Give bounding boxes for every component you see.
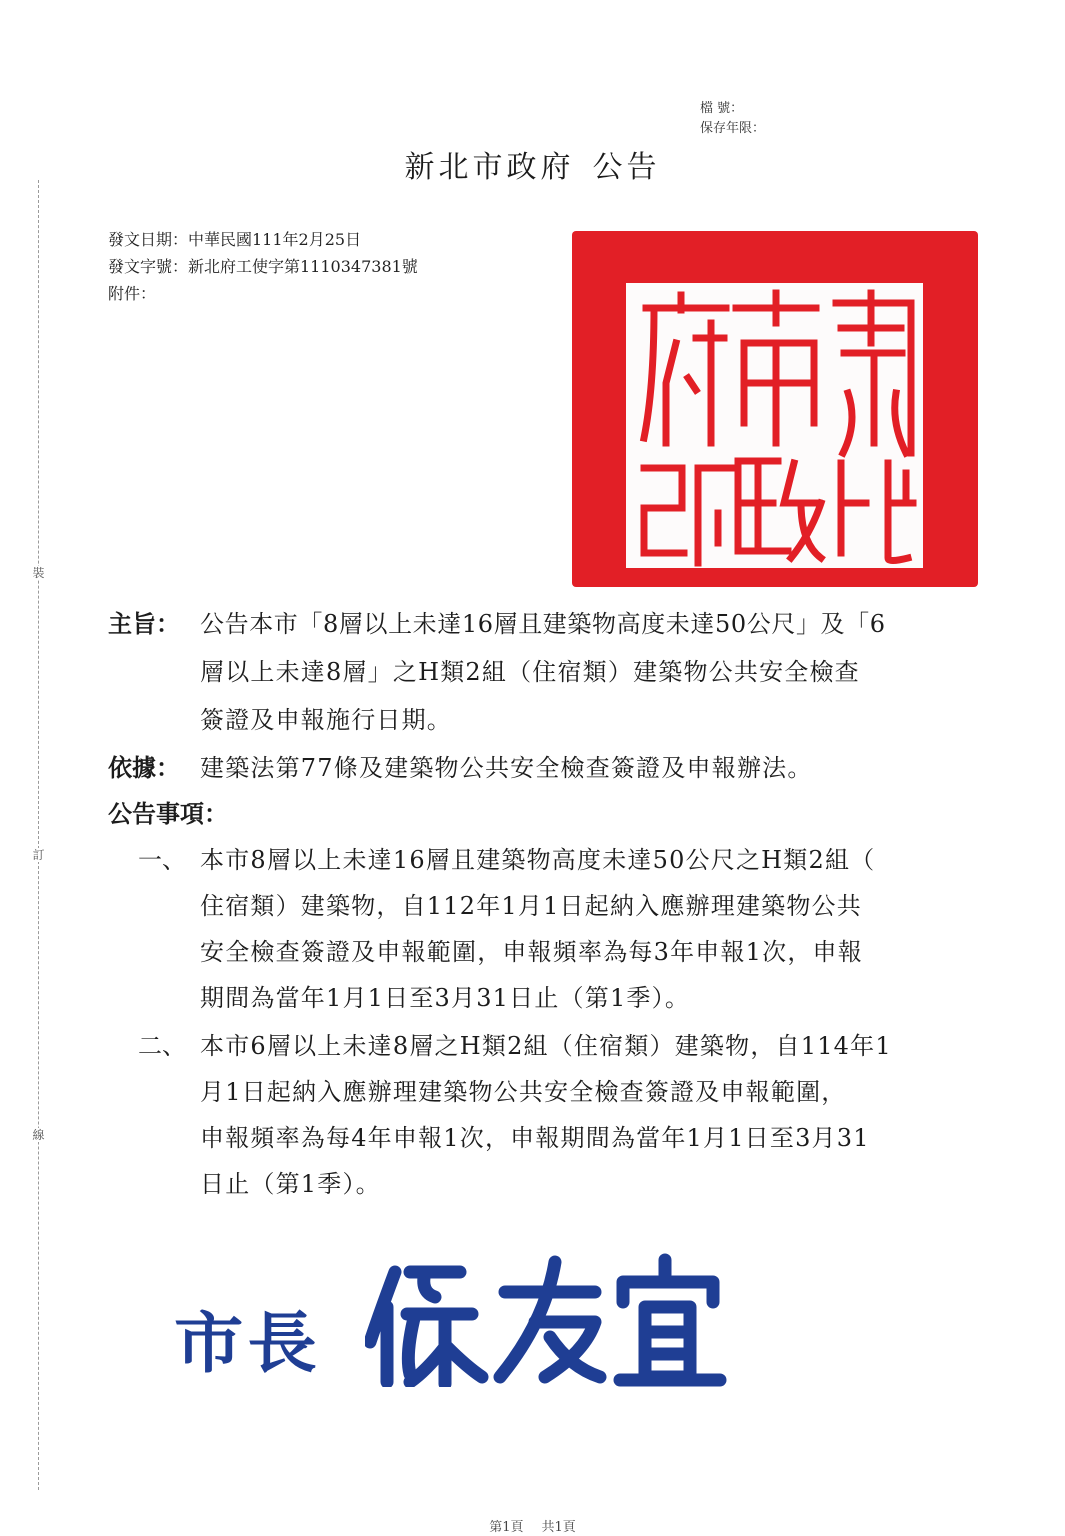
subject-line: 簽證及申報施行日期。 [200, 706, 452, 734]
item-line: 日止（第1季）。 [200, 1170, 381, 1198]
item-line: 住宿類）建築物，自112年1月1日起納入應辦理建築物公共 [200, 892, 862, 920]
document-meta [108, 226, 418, 307]
announcement-label: 公告事項： [108, 799, 228, 828]
title-org: 新北市政府 [404, 150, 575, 185]
subject-line: 層以上未達8層」之H類2組（住宿類）建築物公共安全檢查 [200, 658, 860, 686]
subject-label: 主旨： [108, 609, 180, 638]
page-total: 共1頁 [541, 1520, 576, 1535]
file-number-label: 檔 號： [700, 101, 744, 116]
attachment-label: 附件： [108, 284, 157, 303]
basis-text: 建築法第77條及建築物公共安全檢查簽證及申報辦法。 [200, 754, 813, 782]
binding-mark-top: 裝 [32, 566, 45, 580]
item-line: 本市6層以上未達8層之H類2組（住宿類）建築物，自114年1 [200, 1032, 892, 1060]
page-number: 第1頁 [489, 1520, 524, 1535]
mayor-title: 市長 [174, 1304, 321, 1382]
item-line: 安全檢查簽證及申報範圍，申報頻率為每3年申報1次，申報 [200, 938, 863, 966]
item-line: 期間為當年1月1日至3月31日止（第1季）。 [200, 984, 691, 1012]
document-title [0, 142, 1065, 186]
seal-inner [626, 283, 923, 568]
issue-date: 發文日期：中華民國111年2月25日 [108, 230, 362, 249]
title-type: 公告 [592, 150, 661, 185]
seal-glyphs [626, 283, 923, 568]
item-number: 二、 [138, 1032, 186, 1060]
binding-mark-bottom: 線 [32, 1128, 45, 1142]
file-meta [700, 99, 765, 139]
retention-label: 保存年限： [700, 121, 766, 136]
item-number: 一、 [138, 846, 186, 874]
binding-mark-mid: 訂 [32, 848, 45, 862]
item-line: 本市8層以上未達16層且建築物高度未達50公尺之H類2組（ [200, 846, 876, 874]
binding-line [38, 180, 39, 1490]
page-footer [0, 1516, 1065, 1535]
subject-line: 公告本市「8層以上未達16層且建築物高度未達50公尺」及「6 [200, 610, 886, 638]
mayor-signature [365, 1252, 735, 1387]
item-line: 申報頻率為每4年申報1次，申報期間為當年1月1日至3月31 [200, 1124, 870, 1152]
item-line: 月1日起納入應辦理建築物公共安全檢查簽證及申報範圍， [200, 1078, 847, 1106]
official-seal [572, 231, 978, 587]
basis-label: 依據： [108, 753, 180, 782]
reference-number: 發文字號：新北府工使字第1110347381號 [108, 257, 418, 276]
